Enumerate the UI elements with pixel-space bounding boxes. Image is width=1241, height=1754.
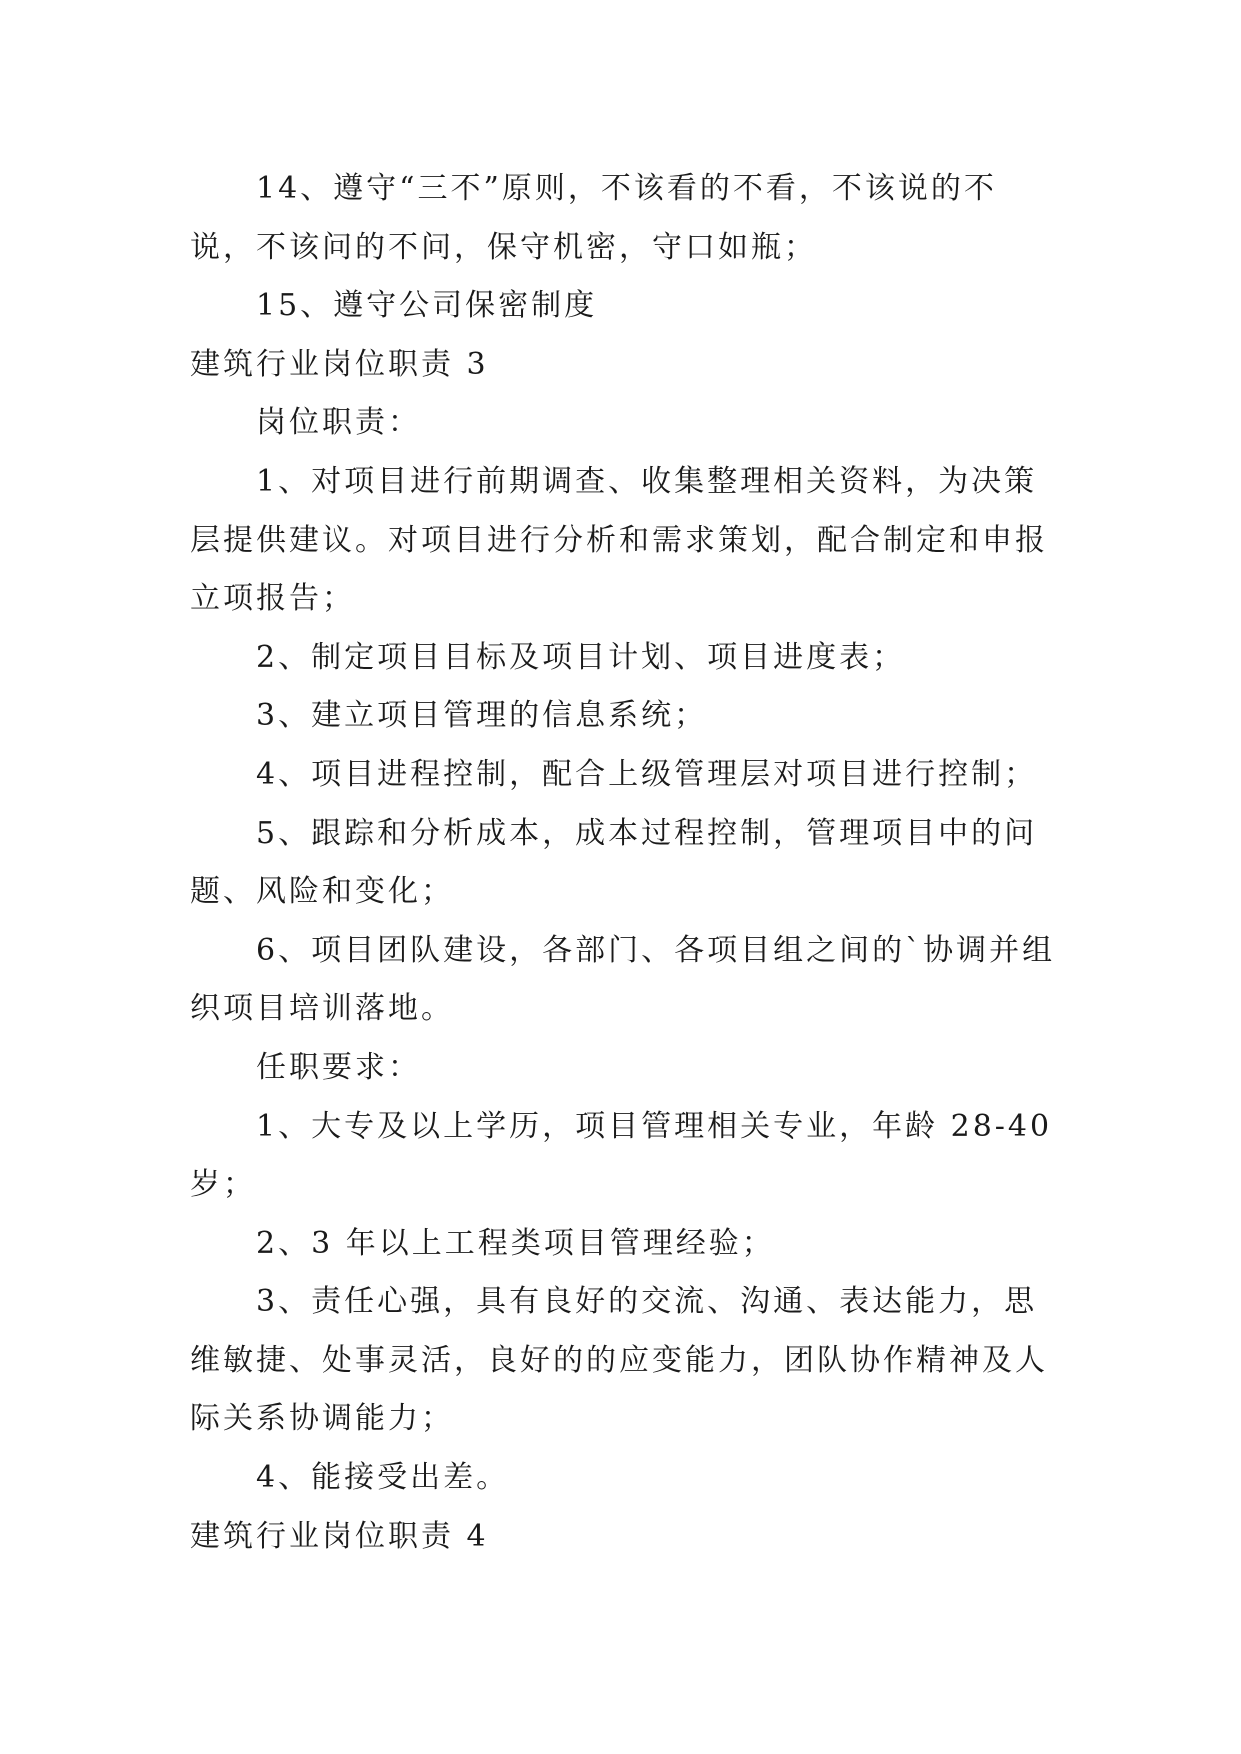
subheading-requirements: 任职要求：: [256, 1049, 421, 1085]
duty-item-1: 1、对项目进行前期调查、收集整理相关资料，为决策层提供建议。对项目进行分析和需求策划，配合制定和申报立项报告；: [190, 463, 1048, 617]
requirement-item-2: 2、3 年以上工程类项目管理经验；: [256, 1225, 775, 1261]
paragraph-rule-14: 14、遵守“三不”原则，不该看的不看，不该说的不说，不该问的不问，保守机密，守口如瓶；: [190, 171, 997, 265]
requirement-item-3: 3、责任心强，具有良好的交流、沟通、表达能力，思维敏捷、处事灵活，良好的的应变能力，团队协作精神及人际关系协调能力；: [190, 1284, 1048, 1437]
paragraph-rule-15: 15、遵守公司保密制度: [256, 288, 598, 324]
duty-item-2: 2、制定项目目标及项目计划、项目进度表；: [256, 639, 906, 675]
requirement-item-1: 1、大专及以上学历，项目管理相关专业，年龄 28-40 岁；: [190, 1108, 1053, 1203]
duty-item-3: 3、建立项目管理的信息系统；: [256, 698, 708, 734]
subheading-duties: 岗位职责：: [256, 405, 421, 441]
section-heading-3: 建筑行业岗位职责 3: [190, 346, 489, 382]
section-heading-4: 建筑行业岗位职责 4: [190, 1518, 489, 1554]
requirement-item-4: 4、能接受出差。: [256, 1460, 510, 1496]
duty-item-4: 4、项目进程控制，配合上级管理层对项目进行控制；: [256, 756, 1038, 792]
document-body: [190, 160, 1058, 1566]
duty-item-6: 6、项目团队建设，各部门、各项目组之间的`协调并组织项目培训落地。: [190, 932, 1056, 1027]
duty-item-5: 5、跟踪和分析成本，成本过程控制，管理项目中的问题、风险和变化；: [190, 815, 1038, 910]
